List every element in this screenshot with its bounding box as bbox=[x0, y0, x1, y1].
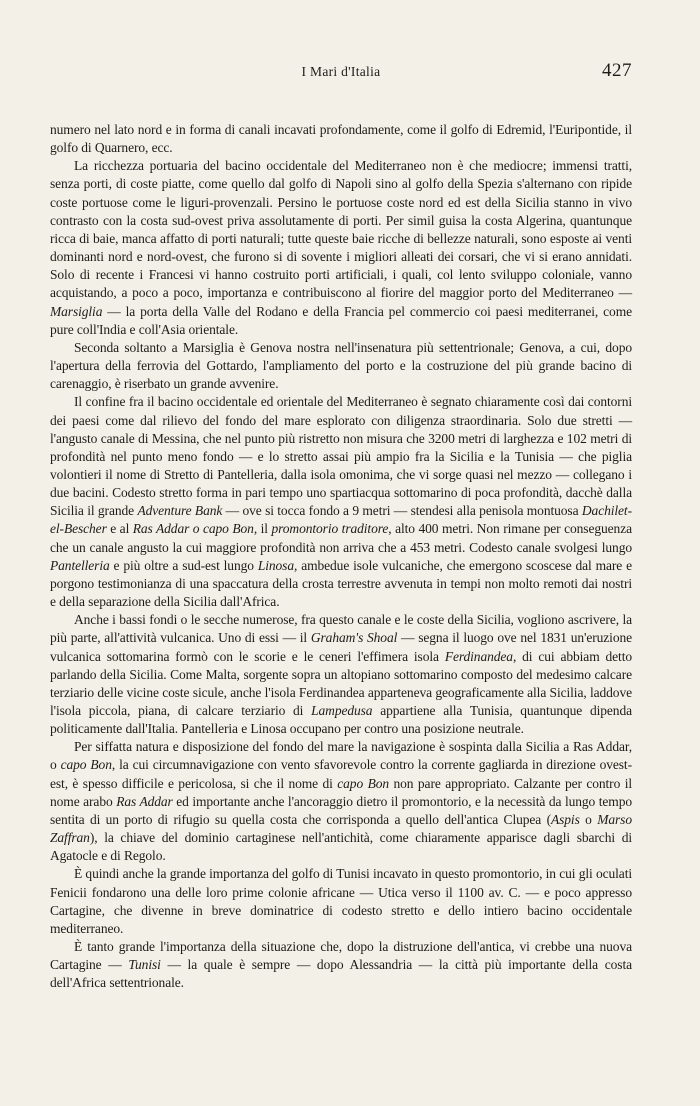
page-number: 427 bbox=[602, 60, 632, 81]
italic-text-run: promontorio traditore bbox=[271, 521, 389, 537]
text-run: Seconda soltanto a Marsiglia è Genova nostra nell'insenatura più settentrionale; Genova, a cui, dopo l'apertura della ferrovia del Gottardo, l'ampliamento del porto e la costruzione del più grande bacino di carenaggio, è riserbato un grande avvenire. bbox=[50, 339, 632, 392]
text-run: , di cui abbiam detto parlando della Sicilia. Come Malta, sorgente sopra un altopiano sottomarino composto del medesimo calcare terziario delle vicine coste sicule, anche l'isola Ferdinandea apparteneva geograficamente alla Sicilia, laddove l'isola piccola, piana, di calcare terziario di bbox=[50, 648, 632, 718]
italic-text-run: Pantelleria bbox=[50, 557, 110, 573]
paragraph bbox=[50, 393, 632, 611]
running-head bbox=[50, 60, 632, 90]
italic-text-run: Lampedusa bbox=[311, 703, 373, 718]
text-body bbox=[50, 121, 632, 993]
text-run: , la cui circumnavigazione con vento sfavorevole contro la corrente gagliarda in direzione ovest-est, è spesso difficile e pericolosa, si che il nome di bbox=[50, 757, 632, 791]
paragraph bbox=[50, 738, 632, 865]
text-run: e al bbox=[106, 521, 133, 537]
text-run: appartiene alla Tunisia, quantunque dipenda politicamente dall'Italia. Pantelleria e Linosa occupano per contro una posizione neutrale. bbox=[50, 703, 632, 737]
text-run: Anche i bassi fondi o le secche numerose, fra questo canale e le coste della Sicilia, vogliono ascrivere, la più parte, all'attività vulcanica. Uno di essi — il bbox=[50, 612, 632, 646]
italic-text-run: capo Bon bbox=[60, 757, 112, 773]
text-run: , il bbox=[253, 521, 272, 537]
paragraph bbox=[50, 938, 632, 992]
paragraph bbox=[50, 865, 632, 938]
paragraph bbox=[50, 121, 632, 157]
italic-text-run: Ras Addar bbox=[116, 793, 173, 809]
paragraph bbox=[50, 157, 632, 339]
italic-text-run: capo Bon bbox=[337, 775, 390, 791]
italic-text-run: Aspis bbox=[550, 811, 580, 827]
text-run: — la quale è sempre — dopo Alessandria — la città più importante della costa dell'Africa settentrionale. bbox=[50, 957, 632, 991]
italic-text-run: Dachilet-el-Bescher bbox=[50, 503, 632, 537]
italic-text-run: Marsiglia bbox=[50, 303, 103, 319]
italic-text-run: Ras Addar o capo Bon bbox=[132, 521, 254, 537]
text-run: — segna il luogo ove nel 1831 un'eruzione vulcanica sottomarina formò con le scorie e le ceneri l'effimera isola bbox=[50, 630, 633, 664]
italic-text-run: Linosa bbox=[257, 557, 294, 573]
text-run: ), la chiave del dominio cartaginese nell'antichità, come chiaramente apparisce dagli sbarchi di Agatocle e di Regolo. bbox=[50, 830, 632, 864]
italic-text-run: Marso Zaffran bbox=[50, 811, 632, 846]
italic-text-run: Ferdinandea bbox=[444, 648, 513, 664]
text-run: — la porta della Valle del Rodano e della Francia pel commercio coi paesi mediterranei, come pure coll'India e coll'Asia orientale. bbox=[50, 303, 632, 337]
text-run: È tanto grande l'importanza della situazione che, dopo la distruzione dell'antica, vi crebbe una nuova Cartagine — bbox=[50, 939, 632, 973]
text-run: non pare appropriato. Calzante per contro il nome arabo bbox=[50, 775, 632, 809]
text-run: , ambedue isole vulcaniche, che emergono scoscese dal mare e porgono testimonianza di una spaccatura della crosta terrestre avvenuta in tempi non molto remoti dai nostri e della separazione della Sicilia dall'Africa. bbox=[50, 557, 632, 610]
text-run: o bbox=[579, 811, 598, 827]
running-title: I Mari d'Italia bbox=[301, 64, 381, 79]
italic-text-run: Tunisi bbox=[128, 957, 161, 973]
paragraph bbox=[50, 339, 632, 393]
text-run: , alto 400 metri. Non rimane per conseguenza che un canale angusto la cui maggiore profondità non arriva che a 453 metri. Codesto canale svolgesi lungo bbox=[50, 521, 632, 555]
text-run: e più oltre a sud-est lungo bbox=[109, 557, 258, 573]
text-run: Per siffatta natura e disposizione del fondo del mare la navigazione è sospinta dalla Sicilia a Ras Addar, o bbox=[50, 739, 632, 773]
text-run: Il confine fra il bacino occidentale ed orientale del Mediterraneo è segnato chiaramente così dai contorni dei paesi come dal rilievo del fondo del mare esplorato con diligenza straordinaria. Solo due stretti — l'angusto canale di Messina, che nel punto più ristretto non misura che 3200 metri di larghezza e 102 metri di profondità nel punto meno fondo — e lo stretto assai più ampio fra la Sicilia e la Tunisia — che piglia volontieri il nome di Stretto di Pantelleria, dalla isola omonima, che vi sorge quasi nel mezzo — collegano i due bacini. Codesto stretto forma in pari tempo uno spartiacqua sottomarino di poca profondità, dacchè dalla Sicilia il grande bbox=[50, 394, 632, 519]
text-run: ed importante anche l'ancoraggio dietro il promontorio, e la necessità da lungo tempo sentita di un porto di rifugio su quella costa che corrisponda a quello dell'antica Clupea ( bbox=[50, 793, 633, 827]
italic-text-run: Adventure Bank bbox=[137, 503, 223, 519]
text-run: È quindi anche la grande importanza del golfo di Tunisi incavato in questo promontorio, in cui gli oculati Fenicii fondarono una delle loro prime colonie africane — Utica verso il 1100 av. C. — e poco appresso Cartagine, che divenne in breve dominatrice di codesto stretto e dello intiero bacino occidentale mediterraneo. bbox=[50, 866, 632, 936]
text-run: numero nel lato nord e in forma di canali incavati profondamente, come il golfo di Edremid, l'Euripontide, il golfo di Quarnero, ecc. bbox=[50, 122, 632, 156]
text-run: La ricchezza portuaria del bacino occidentale del Mediterraneo non è che mediocre; immensi tratti, senza porti, di coste piatte, come quello dal golfo di Napoli sino al golfo della Spezia s'alternano con ripide coste portuose come le liguri-provenzali. Persino le portuose coste nord ed est della Sicilia stanno in vivo contrasto con la costa sud-ovest priva assolutamente di porti. Per simil guisa la costa Algerina, quantunque ricca di baie, manca affatto di porti naturali; tutte queste baie ricche di bellezze naturali, sono esposte ai venti dominanti nord e nord-ovest, che furono si di sovente i migliori alleati dei corsari, che vi si erano annidati. Solo di recente i Francesi vi hanno costruito porti artificiali, i quali, col lento sviluppo coloniale, vanno acquistando, a poco a poco, importanza e contribuiscono al fiorire del maggior porto del Mediterraneo — bbox=[50, 158, 632, 301]
text-run: — ove si tocca fondo a 9 metri — stendesi alla penisola montuosa bbox=[222, 503, 582, 519]
paragraph bbox=[50, 611, 632, 738]
italic-text-run: Graham's Shoal bbox=[310, 630, 398, 646]
